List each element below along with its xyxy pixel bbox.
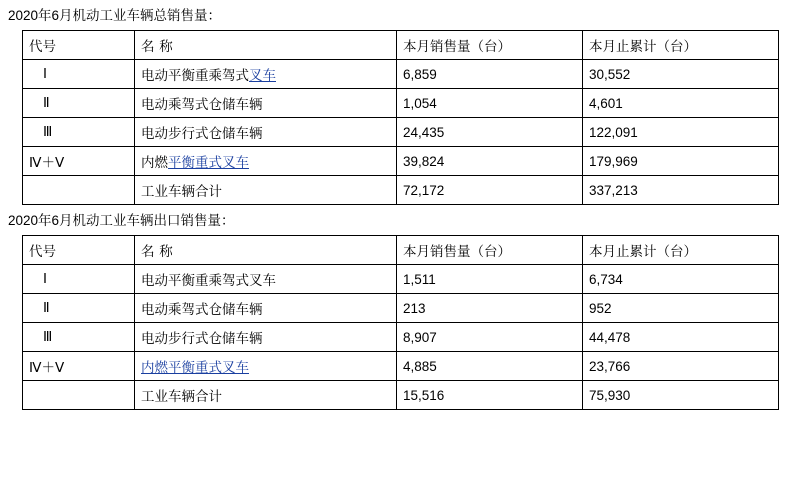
export-sales-table — [22, 235, 779, 410]
table-row — [23, 352, 779, 381]
cell-month-sales: 15,516 — [397, 381, 583, 410]
cell-month-sales: 72,172 — [397, 176, 583, 205]
section-title: 2020年6月机动工业车辆总销售量： — [8, 8, 222, 23]
cell-code: Ⅲ — [23, 323, 135, 352]
cell-cumulative: 23,766 — [583, 352, 779, 381]
section-export-sales — [0, 211, 802, 410]
cell-code: Ⅳ＋Ⅴ — [23, 147, 135, 176]
cell-code — [23, 176, 135, 205]
cell-month-sales: 39,824 — [397, 147, 583, 176]
cell-cumulative: 179,969 — [583, 147, 779, 176]
name-text: 工业车辆合计 — [141, 184, 222, 199]
cell-cumulative: 4,601 — [583, 89, 779, 118]
header-month-sales: 本月销售量（台） — [397, 31, 583, 60]
cell-name — [135, 60, 397, 89]
name-link[interactable]: 平衡重式叉车 — [168, 155, 249, 170]
section-title: 2020年6月机动工业车辆出口销售量： — [8, 213, 235, 228]
header-code: 代号 — [23, 31, 135, 60]
table-row-total — [23, 381, 779, 410]
total-sales-table — [22, 30, 779, 205]
cell-name — [135, 381, 397, 410]
cell-name — [135, 147, 397, 176]
cell-code: Ⅰ — [23, 265, 135, 294]
table-header-row — [23, 236, 779, 265]
table-row-total — [23, 176, 779, 205]
cell-name — [135, 176, 397, 205]
header-cumulative: 本月止累计（台） — [583, 31, 779, 60]
name-link[interactable]: 内燃平衡重式叉车 — [141, 360, 249, 375]
name-link[interactable]: 叉车 — [249, 68, 276, 83]
cell-month-sales: 8,907 — [397, 323, 583, 352]
name-text: 电动平衡重乘驾式 — [141, 68, 249, 83]
table-row — [23, 265, 779, 294]
name-text: 电动平衡重乘驾式叉车 — [141, 273, 276, 288]
cell-cumulative: 30,552 — [583, 60, 779, 89]
cell-code: Ⅳ＋Ⅴ — [23, 352, 135, 381]
table-row — [23, 118, 779, 147]
name-text: 电动乘驾式仓储车辆 — [141, 97, 263, 112]
name-text: 内燃 — [141, 155, 168, 170]
cell-cumulative: 952 — [583, 294, 779, 323]
name-text: 电动步行式仓储车辆 — [141, 331, 263, 346]
cell-month-sales: 1,054 — [397, 89, 583, 118]
table-row — [23, 323, 779, 352]
cell-month-sales: 1,511 — [397, 265, 583, 294]
cell-name — [135, 265, 397, 294]
name-text: 电动乘驾式仓储车辆 — [141, 302, 263, 317]
header-code: 代号 — [23, 236, 135, 265]
cell-code: Ⅱ — [23, 294, 135, 323]
name-text: 工业车辆合计 — [141, 389, 222, 404]
table-row — [23, 60, 779, 89]
section-total-sales — [0, 6, 802, 205]
header-name: 名 称 — [135, 236, 397, 265]
table-row — [23, 147, 779, 176]
cell-month-sales: 6,859 — [397, 60, 583, 89]
table-row — [23, 89, 779, 118]
cell-name — [135, 352, 397, 381]
cell-code: Ⅲ — [23, 118, 135, 147]
cell-cumulative: 44,478 — [583, 323, 779, 352]
cell-cumulative: 337,213 — [583, 176, 779, 205]
cell-month-sales: 213 — [397, 294, 583, 323]
cell-name — [135, 118, 397, 147]
cell-name — [135, 323, 397, 352]
table-row — [23, 294, 779, 323]
header-name: 名 称 — [135, 31, 397, 60]
header-month-sales: 本月销售量（台） — [397, 236, 583, 265]
header-cumulative: 本月止累计（台） — [583, 236, 779, 265]
cell-code: Ⅱ — [23, 89, 135, 118]
cell-name — [135, 89, 397, 118]
cell-month-sales: 24,435 — [397, 118, 583, 147]
cell-code — [23, 381, 135, 410]
cell-name — [135, 294, 397, 323]
cell-cumulative: 75,930 — [583, 381, 779, 410]
cell-cumulative: 6,734 — [583, 265, 779, 294]
cell-cumulative: 122,091 — [583, 118, 779, 147]
cell-month-sales: 4,885 — [397, 352, 583, 381]
name-text: 电动步行式仓储车辆 — [141, 126, 263, 141]
cell-code: Ⅰ — [23, 60, 135, 89]
table-header-row — [23, 31, 779, 60]
